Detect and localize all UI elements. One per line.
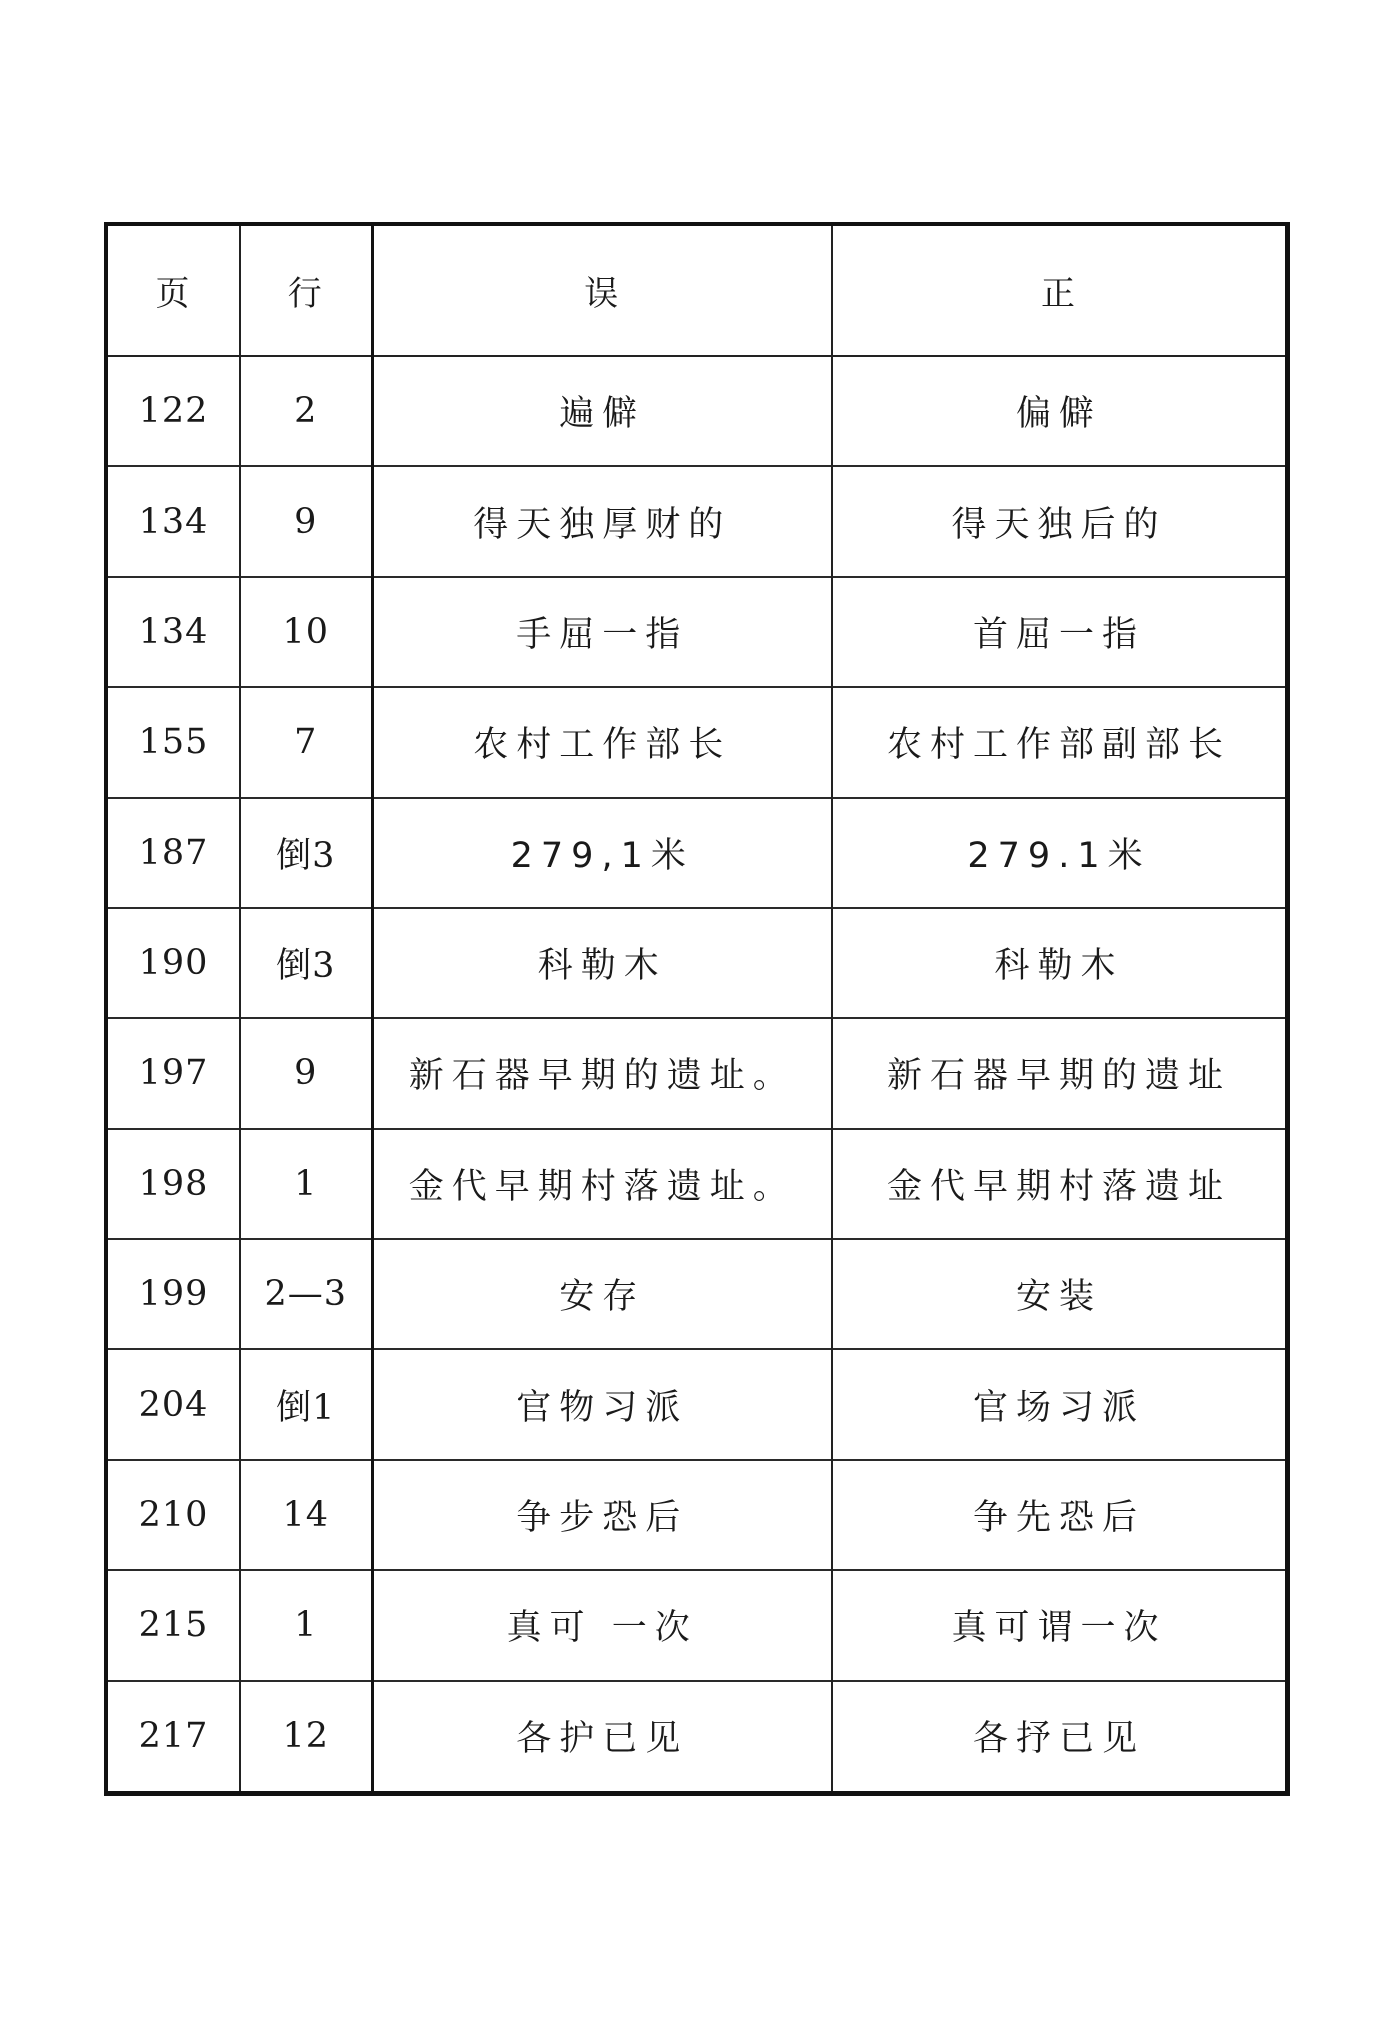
cell-page: 155 bbox=[108, 687, 240, 797]
cell-page: 210 bbox=[108, 1460, 240, 1570]
cell-line: 9 bbox=[240, 466, 372, 576]
cell-line: 倒1 bbox=[240, 1349, 372, 1459]
cell-correct: 金代早期村落遗址 bbox=[886, 1166, 1231, 1207]
cell-wrong: 金代早期村落遗址。 bbox=[372, 1129, 832, 1239]
cell-wrong: 官物习派 bbox=[372, 1349, 832, 1459]
table-row bbox=[108, 798, 1285, 908]
cell-page: 190 bbox=[108, 908, 240, 1018]
cell-line: 7 bbox=[240, 687, 372, 797]
table-row bbox=[108, 577, 1285, 687]
cell-line: 9 bbox=[240, 1018, 372, 1128]
cell-line: 1 bbox=[240, 1129, 372, 1239]
header-line: 行 bbox=[240, 226, 372, 356]
errata-table bbox=[104, 222, 1290, 1796]
table-row bbox=[108, 1129, 1285, 1239]
cell-page: 215 bbox=[108, 1570, 240, 1680]
cell-line: 10 bbox=[240, 577, 372, 687]
cell-page: 204 bbox=[108, 1349, 240, 1459]
table-row bbox=[108, 1239, 1285, 1349]
table-row bbox=[108, 687, 1285, 797]
table-row bbox=[108, 1018, 1285, 1128]
table-row bbox=[108, 1349, 1285, 1459]
table-row bbox=[108, 1460, 1285, 1570]
cell-wrong: 新石器早期的遗址。 bbox=[372, 1018, 832, 1128]
cell-page: 122 bbox=[108, 356, 240, 466]
cell-correct: 农村工作部副部长 bbox=[886, 725, 1231, 766]
cell-wrong: 得天独厚财的 bbox=[372, 466, 832, 576]
cell-page: 187 bbox=[108, 798, 240, 908]
header-correct: 正 bbox=[1041, 274, 1077, 314]
table-row bbox=[108, 1681, 1285, 1792]
cell-wrong: 遍僻 bbox=[372, 356, 832, 466]
cell-correct: 新石器早期的遗址 bbox=[886, 1056, 1231, 1097]
cell-line: 倒3 bbox=[240, 798, 372, 908]
cell-page: 217 bbox=[108, 1681, 240, 1792]
cell-wrong: 279,1米 bbox=[372, 798, 832, 908]
cell-wrong: 农村工作部长 bbox=[372, 687, 832, 797]
cell-wrong: 争步恐后 bbox=[372, 1460, 832, 1570]
cell-page: 199 bbox=[108, 1239, 240, 1349]
cell-line: 2 bbox=[240, 356, 372, 466]
cell-page: 198 bbox=[108, 1129, 240, 1239]
cell-page: 134 bbox=[108, 577, 240, 687]
header-wrong: 误 bbox=[372, 226, 832, 356]
cell-wrong: 安存 bbox=[372, 1239, 832, 1349]
table-row bbox=[108, 466, 1285, 576]
cell-line: 2—3 bbox=[240, 1239, 372, 1349]
cell-line: 倒3 bbox=[240, 908, 372, 1018]
cell-correct: 科勒木 bbox=[994, 946, 1124, 987]
cell-wrong: 各护已见 bbox=[372, 1681, 832, 1792]
cell-wrong: 真可 一次 bbox=[372, 1570, 832, 1680]
cell-page: 134 bbox=[108, 466, 240, 576]
cell-page: 197 bbox=[108, 1018, 240, 1128]
cell-correct: 官场习派 bbox=[972, 1387, 1145, 1428]
cell-wrong: 手屈一指 bbox=[372, 577, 832, 687]
cell-correct: 争先恐后 bbox=[972, 1497, 1145, 1538]
cell-correct: 偏僻 bbox=[1015, 394, 1102, 435]
cell-correct: 安装 bbox=[1015, 1277, 1102, 1318]
table-row bbox=[108, 1570, 1285, 1680]
cell-wrong: 科勒木 bbox=[372, 908, 832, 1018]
table-row bbox=[108, 908, 1285, 1018]
header-page: 页 bbox=[108, 226, 240, 356]
cell-correct: 得天独后的 bbox=[951, 504, 1167, 545]
cell-correct: 279.1米 bbox=[967, 835, 1151, 876]
cell-correct: 各抒已见 bbox=[972, 1719, 1145, 1760]
cell-correct: 首屈一指 bbox=[972, 614, 1145, 655]
cell-line: 1 bbox=[240, 1570, 372, 1680]
cell-line: 14 bbox=[240, 1460, 372, 1570]
cell-line: 12 bbox=[240, 1681, 372, 1792]
errata-table-grid bbox=[108, 226, 1285, 1791]
header-row bbox=[108, 226, 1285, 356]
table-row bbox=[108, 356, 1285, 466]
cell-correct: 真可谓一次 bbox=[951, 1608, 1167, 1649]
